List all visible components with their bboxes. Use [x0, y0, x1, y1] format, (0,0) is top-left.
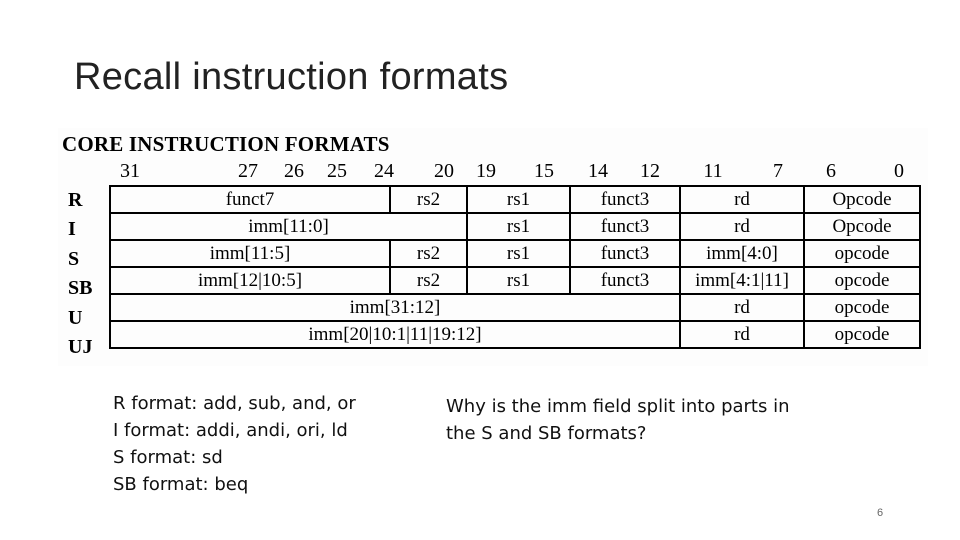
note-line: R format: add, sub, and, or	[113, 393, 356, 414]
field-cell: opcode	[804, 267, 920, 294]
note-line: S format: sd	[113, 447, 223, 468]
bit-label: 11	[703, 160, 723, 182]
format-label-r: R	[68, 189, 83, 211]
field-cell: rs2	[390, 186, 467, 213]
format-label-s: S	[68, 248, 80, 270]
note-line: I format: addi, andi, ori, ld	[113, 420, 348, 441]
question-text	[446, 393, 790, 447]
question-line: the S and SB formats?	[446, 423, 647, 444]
field-cell: rd	[680, 186, 804, 213]
format-label-i: I	[68, 218, 76, 240]
note-line: SB format: beq	[113, 474, 249, 495]
bit-label: 31	[120, 160, 140, 182]
bit-label: 20	[434, 160, 454, 182]
figure-heading: CORE INSTRUCTION FORMATS	[62, 132, 390, 156]
field-cell: rs1	[467, 186, 570, 213]
format-row-s	[110, 240, 920, 267]
field-cell: Opcode	[804, 186, 920, 213]
page-number: 6	[877, 507, 884, 519]
format-row-i	[110, 213, 920, 240]
field-cell: rd	[680, 321, 804, 348]
bit-label: 15	[534, 160, 554, 182]
field-cell: imm[20|10:1|11|19:12]	[110, 321, 680, 348]
bit-label: 25	[327, 160, 347, 182]
field-cell: opcode	[804, 240, 920, 267]
bit-label: 19	[476, 160, 496, 182]
field-cell: rs1	[467, 240, 570, 267]
field-cell: rs1	[467, 213, 570, 240]
format-label-sb: SB	[68, 277, 93, 299]
field-cell: opcode	[804, 321, 920, 348]
slide-title: Recall instruction formats	[74, 56, 509, 98]
field-cell: imm[4:0]	[680, 240, 804, 267]
field-cell: rd	[680, 294, 804, 321]
field-cell: rs1	[467, 267, 570, 294]
field-cell: imm[11:5]	[110, 240, 390, 267]
field-cell: imm[31:12]	[110, 294, 680, 321]
field-cell: funct7	[110, 186, 390, 213]
field-cell: Opcode	[804, 213, 920, 240]
instruction-formats-figure	[58, 128, 928, 366]
bit-label: 26	[284, 160, 304, 182]
format-table	[109, 185, 921, 349]
format-label-uj: UJ	[68, 336, 93, 358]
field-cell: funct3	[570, 186, 680, 213]
bit-label: 14	[588, 160, 608, 182]
field-cell: rd	[680, 213, 804, 240]
format-row-uj	[110, 321, 920, 348]
field-cell: imm[4:1|11]	[680, 267, 804, 294]
field-cell: rs2	[390, 267, 467, 294]
field-cell: funct3	[570, 240, 680, 267]
bit-label: 7	[773, 160, 783, 182]
bit-label: 27	[238, 160, 258, 182]
field-cell: opcode	[804, 294, 920, 321]
format-examples	[113, 390, 356, 498]
bit-label: 6	[826, 160, 836, 182]
format-row-r	[110, 186, 920, 213]
format-row-u	[110, 294, 920, 321]
format-row-sb	[110, 267, 920, 294]
bit-label: 24	[374, 160, 394, 182]
format-label-u: U	[68, 307, 83, 329]
field-cell: imm[11:0]	[110, 213, 467, 240]
bit-label: 12	[640, 160, 660, 182]
question-line: Why is the imm field split into parts in	[446, 396, 790, 417]
bit-label: 0	[894, 160, 904, 182]
field-cell: imm[12|10:5]	[110, 267, 390, 294]
field-cell: rs2	[390, 240, 467, 267]
field-cell: funct3	[570, 213, 680, 240]
field-cell: funct3	[570, 267, 680, 294]
